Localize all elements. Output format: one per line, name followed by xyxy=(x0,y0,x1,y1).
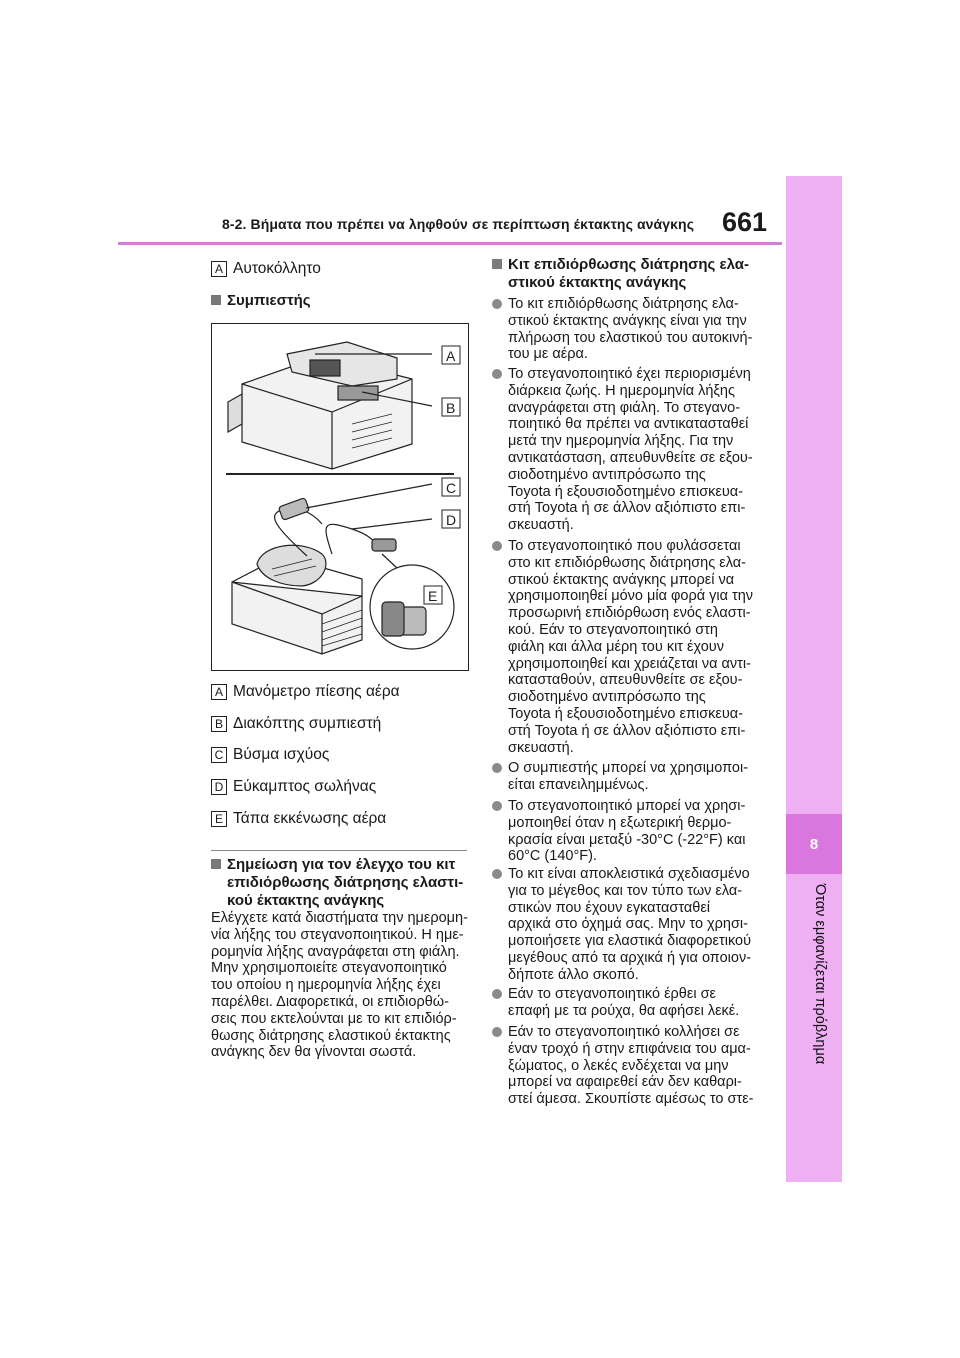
legend-b-text: Διακόπτης συμπιεστή xyxy=(233,715,382,732)
callout-c-label: C xyxy=(446,480,457,496)
sticker-legend-item xyxy=(211,260,321,278)
bullet-4: Ο συμπιεστής μπορεί να χρησιμοποι- είται επανειλημμένως. xyxy=(492,760,772,794)
compressor-illustration xyxy=(211,323,469,671)
legend-b-badge: B xyxy=(211,716,227,732)
chapter-title-vertical: Όταν εμφανίζεται πρόβλημα xyxy=(812,884,828,1065)
compressor-heading: Συμπιεστής xyxy=(211,292,311,310)
label-a-badge: A xyxy=(211,261,227,277)
bullet-dot-icon xyxy=(492,763,502,773)
chapter-number-tab: 8 xyxy=(786,814,842,874)
bullet-dot-icon xyxy=(492,1027,502,1037)
bullet-dot-icon xyxy=(492,869,502,879)
callout-a-label: A xyxy=(446,348,456,364)
legend-item-b xyxy=(211,715,381,733)
note-heading: Σημείωση για τον έλεγχο του κιτ επιδιόρθωσης διάτρησης ελαστι- κού έκτακτης ανάγκης xyxy=(211,856,471,910)
bullet-7: Εάν το στεγανοποιητικό έρθει σε επαφή με τα ρούχα, θα αφήσει λεκέ. xyxy=(492,986,772,1020)
legend-item-d xyxy=(211,778,376,796)
legend-a-text: Μανόμετρο πίεσης αέρα xyxy=(233,683,400,700)
note-body: Ελέγχετε κατά διαστήματα την ημερομη- νία λήξης του στεγανοποιητικού. Η ημε- ρομηνία λήξης αναγράφεται στη φιάλη. Μην χρησιμοποιείτε στεγανοποιητικό του οποίου η ημερομηνία λήξης έχει παρέλθει. Διαφορετικά, οι επιδιορθώ- σεις που εκτελούνται με το κιτ επιδιόρ- θωσης διάτρησης ελαστικού έκτακτης ανάγκης δεν θα γίνονται σωστά. xyxy=(211,910,468,1061)
square-bullet-icon xyxy=(492,259,502,269)
header-rule xyxy=(118,242,782,245)
legend-c-badge: C xyxy=(211,747,227,763)
bullet-8: Εάν το στεγανοποιητικό κολλήσει σε έναν τροχό ή στην επιφάνεια του αμα- ξώματος, ο λεκές ενδέχεται να μην μπορεί να αφαιρεθεί εάν δεν καθαρι- στεί άμεσα. Σκουπίστε αμέσως το στε- xyxy=(492,1024,772,1108)
legend-e-text: Τάπα εκκένωσης αέρα xyxy=(233,810,387,827)
note-divider xyxy=(211,850,467,851)
legend-item-a xyxy=(211,683,400,701)
legend-item-c xyxy=(211,746,329,764)
callout-e-label: E xyxy=(428,588,438,604)
bullet-dot-icon xyxy=(492,989,502,999)
square-bullet-icon xyxy=(211,859,221,869)
legend-e-badge: E xyxy=(211,811,227,827)
sticker-label-text: Αυτοκόλλητο xyxy=(233,260,321,277)
legend-item-e xyxy=(211,810,386,828)
legend-a-badge: A xyxy=(211,684,227,700)
legend-d-text: Εύκαμπτος σωλήνας xyxy=(233,778,377,795)
section-title: 8-2. Βήματα που πρέπει να ληφθούν σε περίπτωση έκτακτης ανάγκης xyxy=(222,216,695,232)
bullet-dot-icon xyxy=(492,541,502,551)
bullet-3: Το στεγανοποιητικό που φυλάσσεται στο κιτ επιδιόρθωσης διάτρησης ελα- στικού έκτακτης ανάγκης μπορεί να χρησιμοποιηθεί μόνο μία φορά για την προσωρινή επιδιόρθωση ενός ελαστι- κού. Εάν το στεγανοποιητικό στη φιάλη και άλλα μέρη του κιτ έχουν χρησιμοποιηθεί και χρειάζεται να αντι- κατασταθούν, απευθυνθείτε σε εξου- σιοδοτημένο αντιπρόσωπο της Toyota ή εξουσιοδοτημένο επισκευα- στή Toyota ή σε άλλον αξιόπιστο επι- σκευαστή. xyxy=(492,538,772,756)
bullet-dot-icon xyxy=(492,801,502,811)
bullet-2: Το στεγανοποιητικό έχει περιορισμένη διάρκεια ζωής. Η ημερομηνία λήξης αναγράφεται στη φιάλη. Το στεγανο- ποιητικό θα πρέπει να αντικατασταθεί μετά την ημερομηνία λήξης. Για την αντικατάσταση, απευθυνθείτε σε εξου- σιοδοτημένο αντιπρόσωπο της Toyota ή εξουσιοδοτημένο επισκευα- στή Toyota ή σε άλλον αξιόπιστο επι- σκευαστή. xyxy=(492,366,772,534)
kit-heading: Κιτ επιδιόρθωσης διάτρησης ελα- στικού έκτακτης ανάγκης xyxy=(492,256,772,292)
bullet-6: Το κιτ είναι αποκλειστικά σχεδιασμένο για το μέγεθος και τον τύπο των ελα- στικών που έχουν εγκατασταθεί αρχικά στο όχημά σας. Μην το χρησι- μοποιήσετε για ελαστικά διαφορετικού μεγέθους από τα αρχικά ή για οποιον- δήποτε άλλο σκοπό. xyxy=(492,866,772,984)
page-number: 661 xyxy=(722,207,768,237)
compressor-drawing xyxy=(212,324,468,670)
callout-b-label: B xyxy=(446,400,456,416)
square-bullet-icon xyxy=(211,295,221,305)
legend-d-badge: D xyxy=(211,779,227,795)
bullet-5: Το στεγανοποιητικό μπορεί να χρησι- μοποιηθεί όταν η εξωτερική θερμο- κρασία είναι μεταξύ -30°C (-22°F) και 60°C (140°F). xyxy=(492,798,772,865)
bullet-1: Το κιτ επιδιόρθωσης διάτρησης ελα- στικού έκτακτης ανάγκης είναι για την πλήρωση του ελαστικού του αυτοκινή- του με αέρα. xyxy=(492,296,772,363)
bullet-dot-icon xyxy=(492,299,502,309)
legend-c-text: Βύσμα ισχύος xyxy=(233,746,330,763)
bullet-dot-icon xyxy=(492,369,502,379)
callout-d-label: D xyxy=(446,512,457,528)
